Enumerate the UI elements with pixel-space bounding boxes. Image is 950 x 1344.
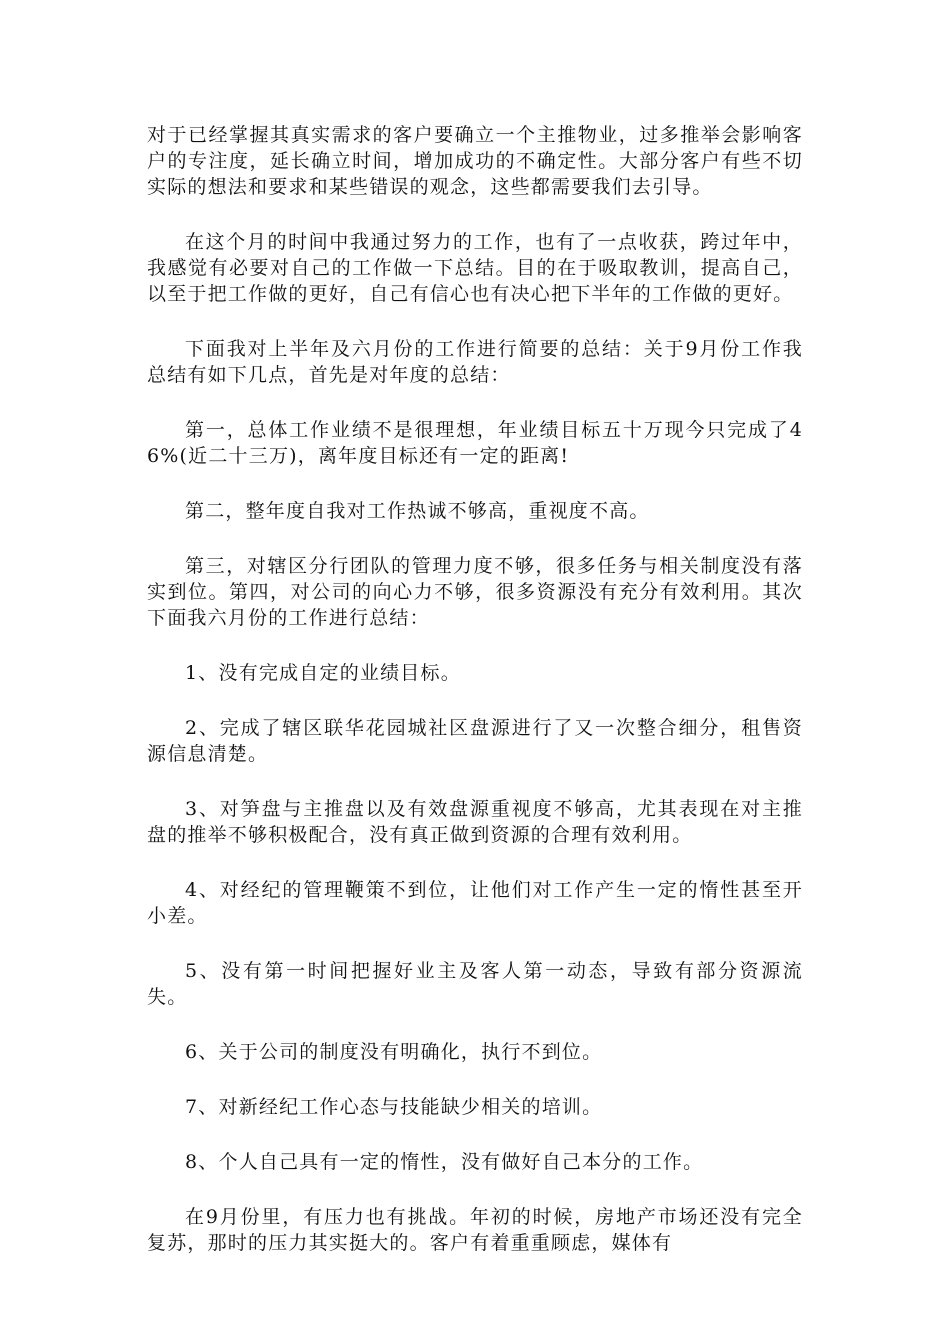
list-item-6: 6、关于公司的制度没有明确化，执行不到位。 [185, 1041, 603, 1063]
list-item-5: 5、没有第一时间把握好业主及客人第一动态，导致有部分资源流失。 [147, 960, 803, 1008]
paragraph-september: 在9月份里，有压力也有挑战。年初的时候，房地产市场还没有完全复苏，那时的压力其实挺大的。客户有着重重顾虑，媒体有 [147, 1206, 803, 1254]
list-item-2: 2、完成了辖区联华花园城社区盘源进行了又一次整合细分，租售资源信息清楚。 [147, 717, 803, 765]
paragraph-intro: 对于已经掌握其真实需求的客户要确立一个主推物业，过多推举会影响客户的专注度，延长确立时间，增加成功的不确定性。大部分客户有些不切实际的想法和要求和某些错误的观念，这些都需要我们去引导。 [147, 124, 803, 198]
list-item-3: 3、对笋盘与主推盘以及有效盘源重视度不够高，尤其表现在对主推盘的推举不够积极配合，没有真正做到资源的合理有效利用。 [147, 798, 803, 846]
paragraph-point-first: 第一，总体工作业绩不是很理想，年业绩目标五十万现今只完成了46%(近二十三万)，离年度目标还有一定的距离! [147, 419, 803, 467]
list-item-1: 1、没有完成自定的业绩目标。 [185, 662, 461, 684]
paragraph-summary-overview: 下面我对上半年及六月份的工作进行简要的总结：关于9月份工作我总结有如下几点，首先是对年度的总结： [147, 338, 803, 386]
document-body [147, 122, 803, 1285]
paragraph-summary-reason: 在这个月的时间中我通过努力的工作，也有了一点收获，跨过年中，我感觉有必要对自己的工作做一下总结。目的在于吸取教训，提高自己，以至于把工作做的更好，自己有信心也有决心把下半年的工作做的更好。 [147, 231, 803, 305]
list-item-8: 8、个人自己具有一定的惰性，没有做好自己本分的工作。 [185, 1151, 704, 1173]
paragraph-point-second: 第二，整年度自我对工作热诚不够高，重视度不高。 [185, 500, 650, 522]
paragraph-point-third-fourth: 第三，对辖区分行团队的管理力度不够，很多任务与相关制度没有落实到位。第四，对公司的向心力不够，很多资源没有充分有效利用。其次下面我六月份的工作进行总结： [147, 555, 803, 629]
list-item-4: 4、对经纪的管理鞭策不到位，让他们对工作产生一定的惰性甚至开小差。 [147, 879, 803, 927]
list-item-7: 7、对新经纪工作心态与技能缺少相关的培训。 [185, 1096, 603, 1118]
